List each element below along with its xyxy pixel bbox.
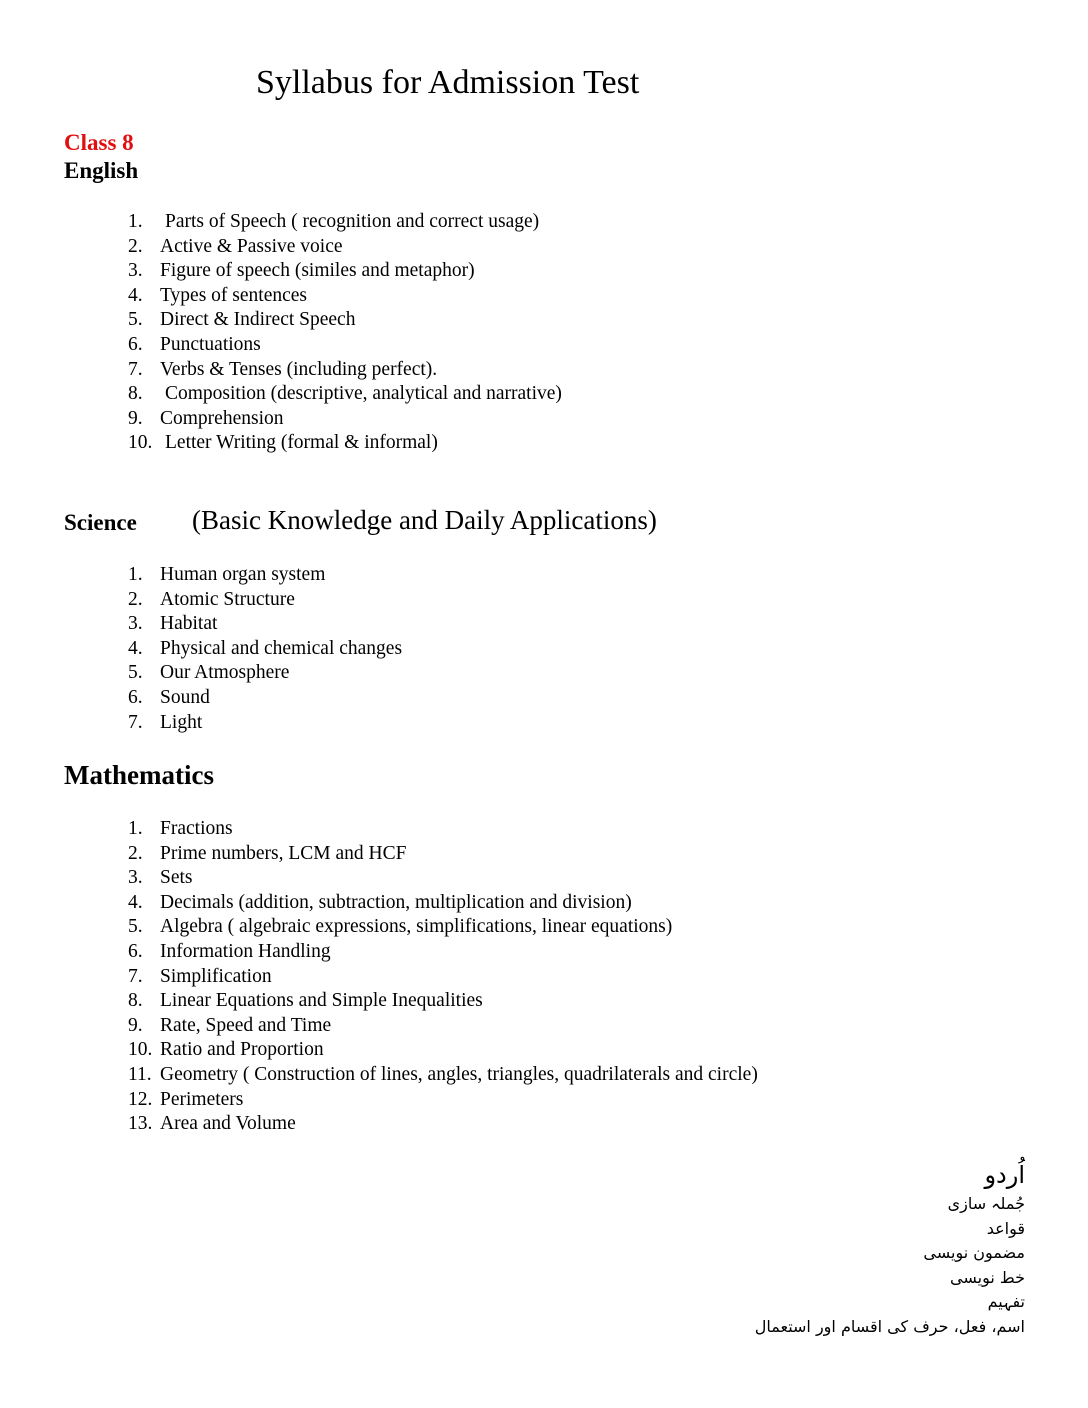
item-number: 12. (128, 1088, 153, 1110)
item-number: 2. (128, 235, 143, 257)
item-number: 7. (128, 965, 143, 987)
item-text: Perimeters (160, 1088, 244, 1110)
item-text: Ratio and Proportion (160, 1039, 324, 1061)
urdu-list-item: مضمون نویسی (923, 1243, 1025, 1263)
item-text: Information Handling (160, 940, 331, 962)
item-text: Punctuations (160, 333, 261, 355)
item-number: 5. (128, 662, 143, 684)
item-text: Sound (160, 686, 210, 708)
item-text: Rate, Speed and Time (160, 1014, 332, 1036)
item-text: Algebra ( algebraic expressions, simplifications, linear equations) (160, 916, 673, 938)
item-number: 7. (128, 358, 143, 380)
item-text: Prime numbers, LCM and HCF (160, 842, 407, 864)
item-text: Letter Writing (formal & informal) (165, 432, 438, 454)
item-number: 3. (128, 613, 143, 635)
item-number: 4. (128, 637, 143, 659)
mathematics-heading: Mathematics (64, 760, 214, 790)
item-text: Light (160, 711, 203, 733)
item-text: Direct & Indirect Speech (160, 309, 356, 331)
urdu-list-item: جُملہ سازی (947, 1194, 1025, 1213)
class-label: Class 8 (64, 130, 134, 155)
urdu-list-item: قواعد (986, 1218, 1025, 1238)
item-text: Area and Volume (160, 1113, 296, 1135)
item-number: 3. (128, 260, 143, 282)
urdu-heading: اُردو (984, 1161, 1025, 1189)
item-number: 2. (128, 842, 143, 864)
item-text: Decimals (addition, subtraction, multiplication and division) (160, 891, 632, 913)
urdu-list-item: اسم، فعل، حرف کی اقسام اور استعمال (754, 1316, 1025, 1336)
science-heading: Science (64, 510, 137, 535)
item-number: 1. (128, 564, 143, 585)
item-number: 3. (128, 867, 143, 889)
item-number: 10. (128, 1039, 153, 1061)
urdu-list-item: تفہیم (987, 1292, 1025, 1312)
item-number: 9. (128, 407, 143, 429)
item-number: 6. (128, 940, 143, 962)
item-text: Comprehension (160, 407, 284, 429)
item-number: 10. (128, 432, 153, 454)
item-text: Verbs & Tenses (including perfect). (160, 358, 438, 380)
item-number: 4. (128, 891, 143, 913)
item-number: 4. (128, 284, 143, 306)
item-number: 7. (128, 711, 143, 733)
item-number: 5. (128, 309, 143, 331)
item-text: Simplification (160, 965, 272, 987)
item-number: 5. (128, 916, 143, 938)
item-text: Active & Passive voice (160, 235, 343, 257)
urdu-section (755, 1158, 1025, 1340)
english-heading: English (64, 158, 139, 183)
item-text: Sets (160, 867, 193, 889)
item-number: 9. (128, 1014, 143, 1036)
item-text: Our Atmosphere (160, 662, 290, 684)
item-text: Fractions (160, 818, 233, 839)
urdu-list-item: خط نویسی (950, 1267, 1025, 1287)
item-text: Figure of speech (similes and metaphor) (160, 260, 475, 282)
item-number: 2. (128, 588, 143, 610)
item-number: 8. (128, 990, 143, 1012)
item-text: Physical and chemical changes (160, 637, 403, 659)
page-title: Syllabus for Admission Test (256, 64, 640, 101)
item-text: Types of sentences (160, 284, 308, 306)
item-text: Parts of Speech ( recognition and correct usage) (165, 211, 540, 232)
item-text: Geometry ( Construction of lines, angles, triangles, quadrilaterals and circle) (160, 1063, 758, 1085)
item-number: 1. (128, 211, 143, 232)
item-text: Habitat (160, 613, 218, 635)
item-number: 8. (128, 383, 143, 405)
item-text: Composition (descriptive, analytical and narrative) (165, 383, 562, 405)
item-number: 6. (128, 333, 143, 355)
item-text: Linear Equations and Simple Inequalities (160, 990, 483, 1012)
item-text: Human organ system (160, 564, 326, 585)
item-text: Atomic Structure (160, 588, 295, 610)
science-subtitle: (Basic Knowledge and Daily Applications) (192, 505, 657, 535)
item-number: 6. (128, 686, 143, 708)
item-number: 1. (128, 818, 143, 839)
item-number: 11. (128, 1063, 152, 1085)
item-number: 13. (128, 1113, 153, 1135)
